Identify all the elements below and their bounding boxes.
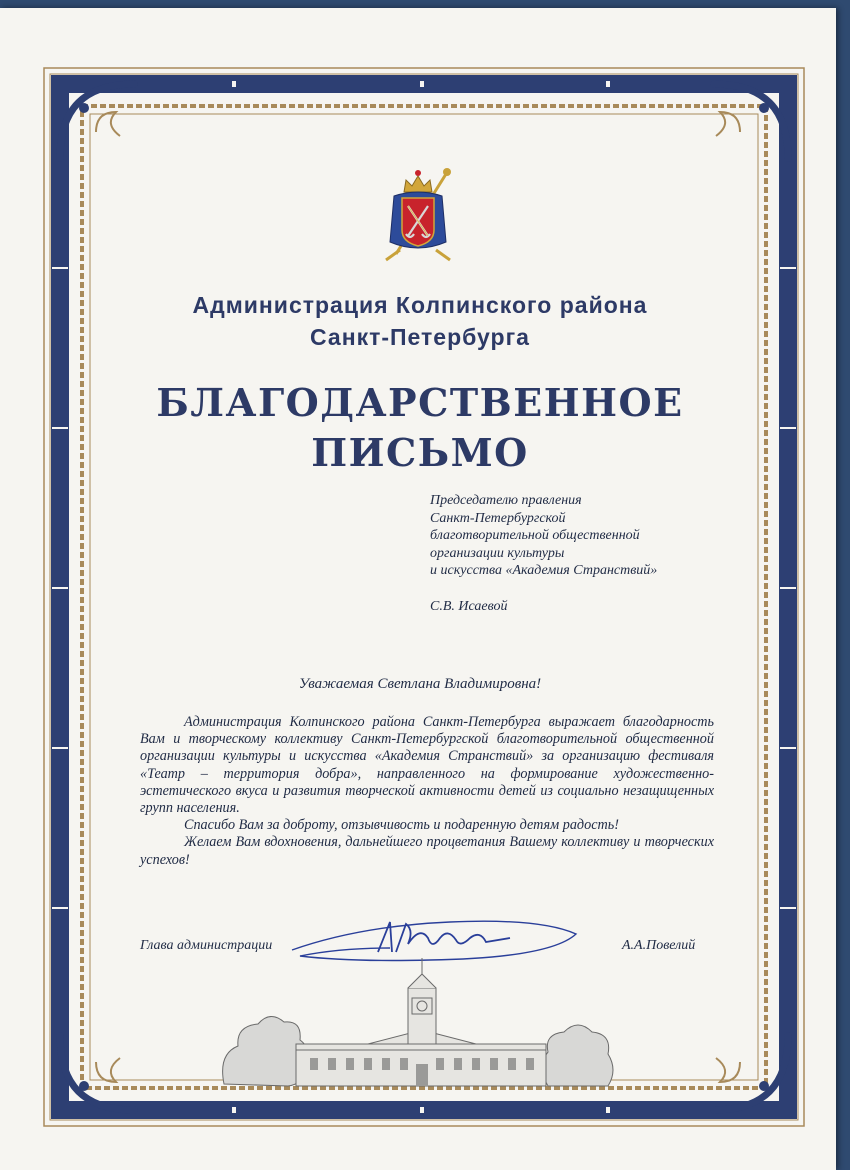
addressee-line: благотворительной общественной [430,528,640,543]
organization-name: Администрация Колпинского района [192,292,648,318]
signatory-name: А.А.Повелий [622,938,696,953]
body-paragraph: Администрация Колпинского района Санкт-Петербурга выражает благодарность Вам и творческому коллективу Санкт-Петербургской благотворительной общественной организации культуры и искусства «Академия Странствий» за организацию фестиваля «Театр – территория добра», направленного на формирование художественно-эстетического вкуса и развития творческой активности детей из социально незащищенных групп населения. [140,714,714,817]
addressee-line: Санкт-Петербургской [430,510,566,526]
body-paragraph: Спасибо Вам за доброту, отзывчивость и подаренную детям радость! [184,817,619,834]
certificate-sheet [0,8,836,1170]
signatory-role: Глава администрации [140,938,273,953]
document-title-line2: ПИСЬМО [311,430,529,475]
addressee-block [430,492,720,615]
addressee-name: С.В. Исаевой [430,598,508,614]
document-title: БЛАГОДАРСТВЕННОЕ [156,380,684,425]
letter-body [140,714,714,869]
body-paragraph: Желаем Вам вдохновения, дальнейшего процветания Вашему коллективу и творческих успехов! [140,834,714,868]
addressee-line: организации культуры [430,545,565,561]
organization-city: Санкт-Петербурга [310,324,530,350]
building-illustration-icon [218,954,618,1094]
addressee-line: Председателю правления [430,493,582,508]
coat-of-arms-icon [376,162,460,266]
addressee-line: и искусства «Академия Странствий» [430,563,658,578]
greeting: Уважаемая Светлана Владимировна! [298,676,542,692]
